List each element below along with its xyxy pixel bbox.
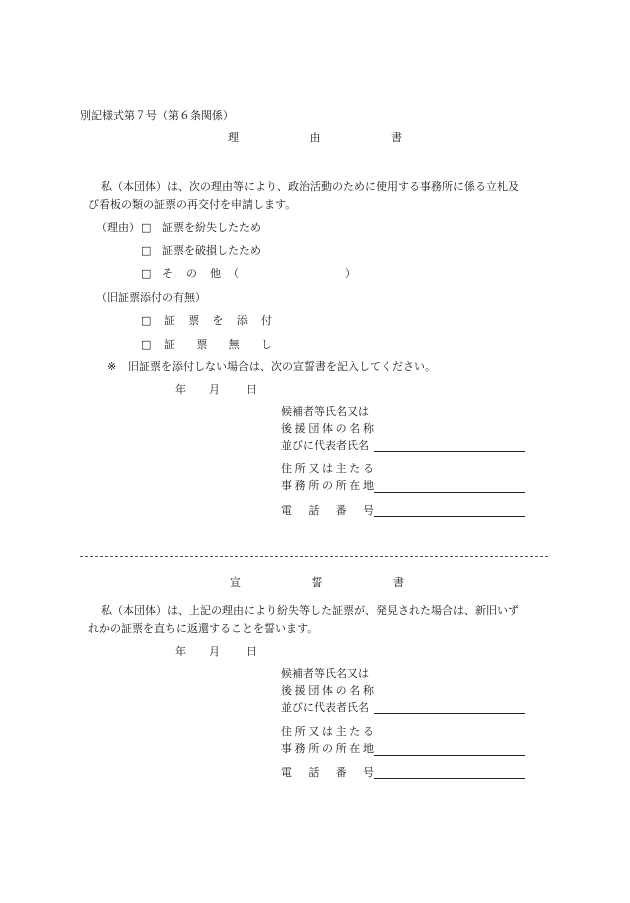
- other-reason-input[interactable]: [241, 267, 341, 281]
- oath-signer-addr-l1: 住 所 又 は 主 た る: [281, 725, 374, 738]
- checkbox-none[interactable]: □: [141, 338, 152, 351]
- oath-date-day: 日: [246, 645, 257, 658]
- oath-date-year: 年: [175, 645, 186, 658]
- attach-yes-label: 証 票 を 添 付: [164, 314, 272, 327]
- reason-signer-name-l3: 並びに代表者氏名: [281, 439, 369, 452]
- option-other-label: そ の 他: [162, 267, 221, 280]
- oath-body-line2: れかの証票を直ちに返還することを誓います。: [88, 622, 319, 635]
- oath-address-field[interactable]: [374, 755, 525, 756]
- reason-signer-name-l2: 後 援 団 体 の 名 称: [281, 422, 374, 435]
- section-divider: [80, 556, 548, 557]
- attach-label: （旧証票添付の有無）: [96, 291, 206, 304]
- checkbox-attached[interactable]: □: [141, 314, 152, 327]
- note-text: 旧証票を添付しない場合は、次の宣誓書を記入してください。: [128, 360, 436, 373]
- note-mark: ※: [107, 360, 117, 373]
- reason-date-day: 日: [246, 383, 257, 396]
- oath-signer-name-l1: 候補者等氏名又は: [281, 667, 369, 680]
- oath-phone-field[interactable]: [374, 778, 525, 779]
- reason-signer-addr-l2: 事 務 所 の 所 在 地: [281, 479, 374, 492]
- reason-name-field[interactable]: [374, 451, 525, 452]
- reason-title: 理 由 書: [228, 131, 402, 144]
- oath-body-line1: 私（本団体）は、上記の理由により紛失等した証票が、発見された場合は、新旧いず: [101, 604, 519, 617]
- reason-date-month: 月: [209, 383, 220, 396]
- reason-date-year: 年: [175, 383, 186, 396]
- oath-date-month: 月: [209, 645, 220, 658]
- oath-signer-name-l3: 並びに代表者氏名: [281, 701, 369, 714]
- checkbox-other[interactable]: □: [141, 267, 152, 280]
- reason-signer-addr-l1: 住 所 又 は 主 た る: [281, 462, 374, 475]
- option-lost-label: 証票を紛失したため: [162, 221, 261, 234]
- oath-signer-addr-l2: 事 務 所 の 所 在 地: [281, 742, 374, 755]
- oath-signer-name-l2: 後 援 団 体 の 名 称: [281, 684, 374, 697]
- reason-body-line2: び看板の類の証票の再交付を申請します。: [88, 198, 297, 211]
- reason-signer-phone: 電 話 番 号: [281, 504, 374, 517]
- checkbox-lost[interactable]: □: [141, 221, 152, 234]
- oath-name-field[interactable]: [374, 713, 525, 714]
- form-label: 別記様式第７号（第６条関係）: [80, 109, 234, 122]
- other-close-paren: ）: [345, 267, 356, 280]
- option-damaged-label: 証票を破損したため: [162, 244, 261, 257]
- checkbox-damaged[interactable]: □: [141, 244, 152, 257]
- reason-phone-field[interactable]: [374, 516, 525, 517]
- other-open-paren: （: [228, 267, 239, 280]
- reason-address-field[interactable]: [374, 492, 525, 493]
- oath-title: 宣 誓 書: [230, 576, 404, 589]
- reason-body-line1: 私（本団体）は、次の理由等により、政治活動のために使用する事務所に係る立札及: [101, 180, 519, 193]
- reason-label: （理由）: [96, 221, 140, 234]
- attach-no-label: 証 票 無 し: [164, 338, 272, 351]
- oath-signer-phone: 電 話 番 号: [281, 766, 374, 779]
- reason-signer-name-l1: 候補者等氏名又は: [281, 405, 369, 418]
